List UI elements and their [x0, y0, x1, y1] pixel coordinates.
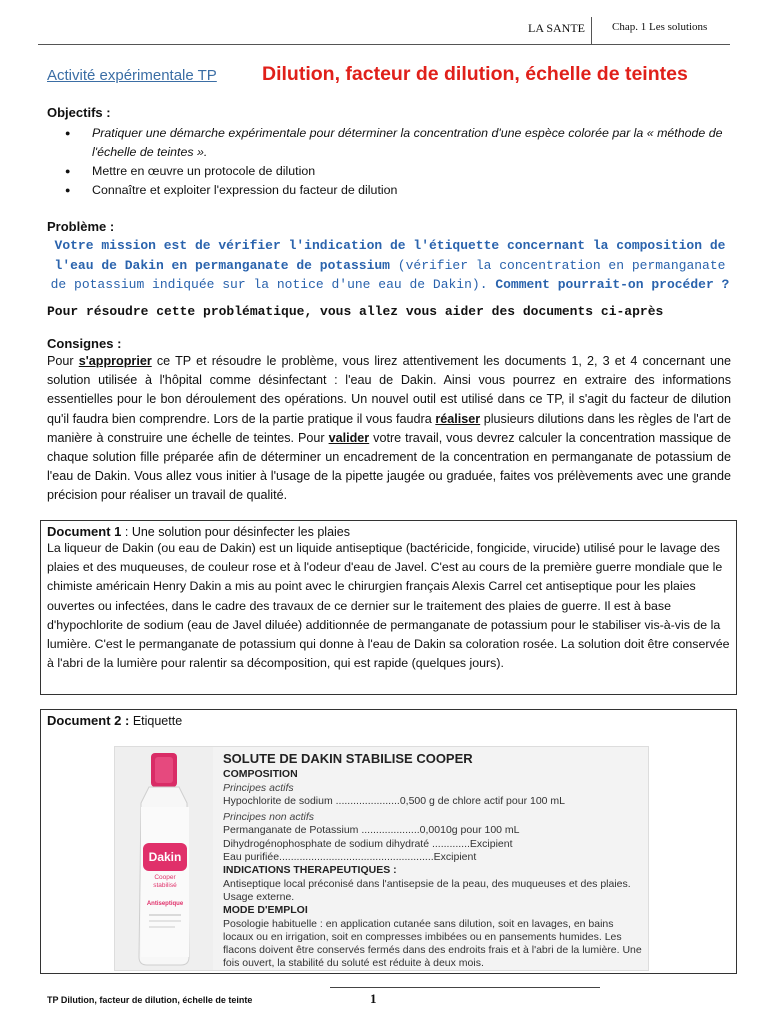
- consignes-text: Pour s'approprier ce TP et résoudre le problème, vous lirez attentivement les documents 1, 2, 3 et 4 concernant une solution utilisée à l'hôpital comme désinfectant : l'eau de Dakin. Ainsi vous pourrez en extraire des informations essentielles pour le bon déroulement des opérations. Un nouvel outil est utilisé dans ce TP, il s'agit du facteur de dilution qu'il faudra bien comprendre. Lors de la partie pratique il vous faudra réaliser plusieurs dilutions dans les règles de l'art de manière à construire une échelle de teintes. Pour valider votre travail, vous devrez calculer la concentration massique de chaque solution fille préparée afin de déterminer un encadrement de la concentration en permanganate de potassium de l'eau de Dakin. Vous allez vous initier à l'usage de la pipette jaugée ou graduée, faites vos prélèvements avec une grande précision pour réaliser un travail de qualité.: [47, 354, 731, 503]
- dakin-label-image: [114, 746, 649, 971]
- label-actif-1: Hypochlorite de sodium ......................0,500 g de chlore actif pour 100 mL: [223, 794, 566, 807]
- document-2-subtitle: Etiquette: [129, 714, 183, 728]
- label-text: [223, 752, 643, 971]
- document-1-body: La liqueur de Dakin (ou eau de Dakin) est un liquide antiseptique (bactéricide, fongicide, virucide) utilisé pour le lavage des plaies et des muqueuses, de couleur rose et à l'odeur d'eau de Javel. C'est au cours de la première guerre mondiale que le chimiste américain Henry Dakin a mis au point avec le chirurgien français Alexis Carrel cet antiseptique pour les plaies ouvertes ou infectées, dans le cadre des travaux de ce dernier sur le traitement des plaies de guerre. Il est à base d'hypochlorite de sodium (eau de Javel diluée) additionnée de permanganate de potassium pour le stabiliser vis-à-vis de la lumière. C'est le permanganate de potassium qui donne à l'eau de Dakin sa coloration rosée. La solution doit être conservée à l'abri de la lumière pour ralentir sa décomposition, qui est rapide (quelques jours).: [47, 541, 730, 671]
- label-non-actif-2: Dihydrogénophosphate de sodium dihydraté .............Excipient: [223, 837, 513, 850]
- label-non-actif-1: Permanganate de Potassium ....................0,0010g pour 100 mL: [223, 824, 520, 837]
- dakin-bottle-icon: [115, 747, 213, 970]
- header-chapter: Chap. 1 Les solutions: [612, 21, 708, 33]
- page-number: 1: [370, 991, 377, 1006]
- objectives-list: [47, 124, 747, 200]
- consignes-heading: Consignes :: [47, 336, 122, 351]
- bottle-brand: Dakin: [148, 850, 182, 864]
- label-mode: MODE D'EMPLOI: [223, 904, 308, 917]
- label-indications-text: Antiseptique local préconisé dans l'antisepsie de la peau, des muqueuses et des plaies. Usage externe.: [223, 877, 631, 903]
- objectives-heading: Objectifs :: [47, 105, 111, 120]
- document-2-label: Document 2 :: [47, 713, 130, 728]
- header-rule: [38, 44, 730, 45]
- document-1-label: Document 1: [47, 524, 122, 539]
- objective-item: ● Connaître et exploiter l'expression du facteur de dilution: [65, 183, 398, 197]
- label-actifs: Principes actifs: [223, 781, 294, 794]
- document-1-subtitle: : Une solution pour désinfecter les plaies: [121, 525, 351, 539]
- resolve-text: Pour résoudre cette problématique, vous allez vous aider des documents ci-après: [47, 304, 664, 319]
- activity-label: Activité expérimentale TP: [47, 67, 217, 84]
- footer-title: TP Dilution, facteur de dilution, échelle de teinte: [47, 995, 253, 1005]
- document-2: [40, 709, 737, 974]
- bottle-sub2: stabilisé: [153, 882, 177, 889]
- header-separator: [591, 17, 592, 44]
- label-non-actifs: Principes non actifs: [223, 811, 315, 824]
- label-non-actif-3: Eau purifiée.....................................................Excipient: [223, 851, 477, 864]
- bottle-image: [115, 747, 213, 970]
- bottle-kind: Antiseptique: [146, 901, 184, 907]
- probleme-heading: Problème :: [47, 219, 115, 234]
- label-product: SOLUTE DE DAKIN STABILISE COOPER: [223, 751, 473, 766]
- mission-text: Votre mission est de vérifier l'indication de l'étiquette concernant la composition de l'eau de Dakin en permanganate de potassium (vérifier la concentration en permanganate de potassium indiquée sur la notice d'une eau de Dakin). Comment pourrait-on procéder ?: [50, 238, 730, 292]
- document-1: [40, 520, 737, 695]
- label-composition: COMPOSITION: [223, 768, 298, 781]
- footer-rule: [330, 987, 600, 988]
- page-title: Dilution, facteur de dilution, échelle de teintes: [262, 63, 688, 85]
- header-section: LA SANTE: [528, 21, 585, 35]
- label-mode-text: Posologie habituelle : en application cutanée sans dilution, soit en lavages, en bains locaux ou en irrigation, soit en compresses imbibées ou en pansements humides. Les flacons doivent être conservés fermés dans des endroits frais et à l'abri de la lumière. Une fois ouvert, la stabilité du soluté est réduite à deux mois.: [223, 917, 642, 970]
- objective-item: ● Pratiquer une démarche expérimentale pour déterminer la concentration d'une espèce colorée par la « méthode de l'échelle de teintes ».: [65, 126, 723, 159]
- bottle-sub: Cooper: [154, 874, 176, 881]
- objective-item: ● Mettre en œuvre un protocole de dilution: [65, 164, 316, 178]
- label-indications: INDICATIONS THERAPEUTIQUES :: [223, 864, 397, 877]
